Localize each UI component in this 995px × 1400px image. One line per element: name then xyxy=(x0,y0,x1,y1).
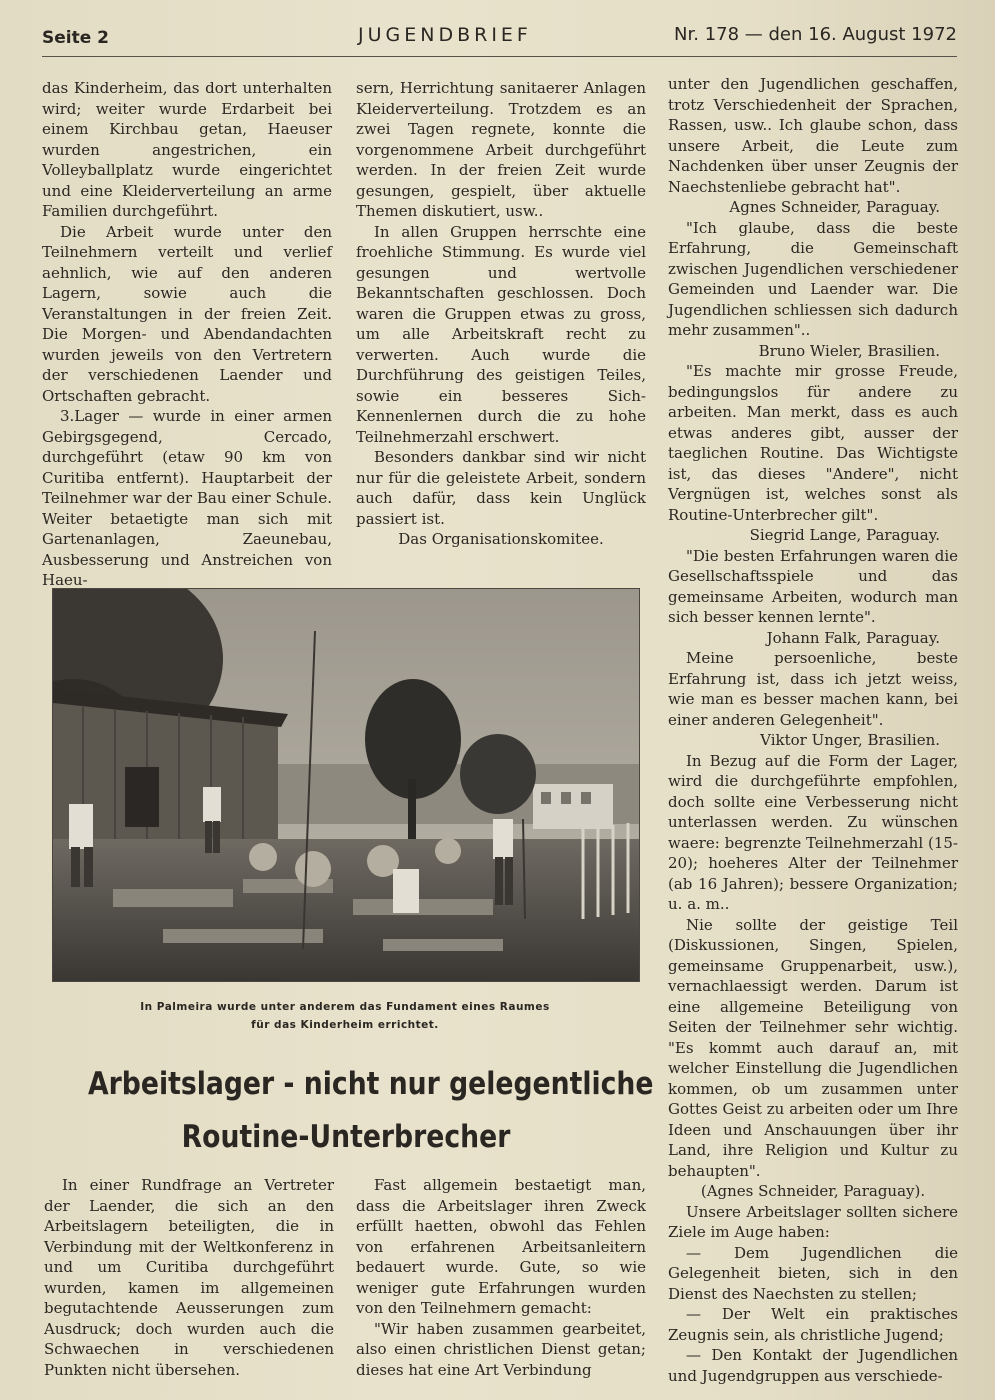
article-headline xyxy=(88,1058,654,1164)
paragraph: unter den Jugendlichen geschaffen, trotz Verschiedenheit der Sprachen, Rassen, usw.. Ich glaube schon, dass unsere Arbeit, die Leute zum Nachdenken über unser Zeugnis der Naechstenliebe gebracht hat". xyxy=(668,75,958,196)
publication-title: JUGENDBRIEF xyxy=(358,24,532,46)
paragraph: "Ich glaube, dass die beste Erfahrung, die Gemeinschaft zwischen Jugendlichen verschiedener Gemeinden und Laender war. Die Jugendlichen schliessen sich dadurch mehr zusammen".. xyxy=(668,218,958,339)
signature: (Agnes Schneider, Paraguay). xyxy=(700,1182,926,1200)
photo-image xyxy=(53,589,639,981)
headline-line: Arbeitslager - nicht nur gelegentliche xyxy=(88,1066,654,1102)
paragraph: 3.Lager — wurde in einer armen Gebirgsgegend, Cercado, durchgeführt (etaw 90 km von Curitiba entfernt). Hauptarbeit der Teilnehmer war der Bau einer Schule. Weiter betaetigte man sich mit Gartenanlagen, Zaeunebau, Ausbesserung und Anstreichen von Haeu- xyxy=(42,407,332,589)
caption-line: für das Kinderheim errichtet. xyxy=(251,1019,439,1031)
header-rule xyxy=(42,56,957,57)
paragraph: Unsere Arbeitslager sollten sichere Ziele im Auge haben: xyxy=(668,1202,958,1241)
paragraph: Fast allgemein bestaetigt man, dass die Arbeitslager ihren Zweck erfüllt haetten, obwohl das Fehlen von erfahrenen Arbeitsanleitern bedauert wurde. Gute, so wie weniger gute Erfahrungen wurden von den Teilnehmern gemacht: xyxy=(356,1176,646,1317)
signature: Siegrid Lange, Paraguay. xyxy=(749,526,940,544)
paragraph: Besonders dankbar sind wir nicht nur für die geleistete Arbeit, sondern auch dafür, dass kein Unglück passiert ist. xyxy=(356,448,646,528)
photo-construction-site xyxy=(52,588,640,982)
paragraph: — Der Welt ein praktisches Zeugnis sein, als christliche Jugend; xyxy=(668,1305,958,1344)
paragraph: — Den Kontakt der Jugendlichen und Jugendgruppen aus verschiede- xyxy=(668,1346,958,1385)
paragraph: sern, Herrichtung sanitaerer Anlagen Kleiderverteilung. Trotzdem es an zwei Tagen regnete, konnte die vorgenommene Arbeit durchgeführt werden. In der freien Zeit wurde gesungen, gespielt, über aktuelle Themen diskutiert, usw.. xyxy=(356,79,646,220)
column-1 xyxy=(42,78,332,591)
signature: Bruno Wieler, Brasilien. xyxy=(758,341,940,360)
signature: Agnes Schneider, Paraguay. xyxy=(729,198,940,216)
photo-caption xyxy=(60,998,630,1034)
issue-date: Nr. 178 — den 16. August 1972 xyxy=(674,24,957,45)
paragraph: In allen Gruppen herrschte eine froehliche Stimmung. Es wurde viel gesungen und wertvolle Bekanntschaften geschlossen. Doch waren die Gruppen etwas zu gross, um alle Arbeitskraft recht zu verwerten. Auch wurde die Durchführung des geistigen Teiles, sowie ein besseres Sich-Kennenlernen durch die zu hohe Teilnehmerzahl erschwert. xyxy=(356,222,646,446)
signature: Johann Falk, Paraguay. xyxy=(766,628,940,647)
paragraph: das Kinderheim, das dort unterhalten wird; weiter wurde Erdarbeit bei einem Kirchbau getan, Haeuser wurden angestrichen, ein Volleyballplatz wurde eingerichtet und eine Kleiderverteilung an arme Familien durchgeführt. xyxy=(42,79,332,220)
paragraph: Meine persoenliche, beste Erfahrung ist, dass ich jetzt weiss, wie man es besser machen kann, bei einer anderen Gelegenheit". xyxy=(668,649,958,729)
signature: Viktor Unger, Brasilien. xyxy=(760,731,940,749)
column-4 xyxy=(44,1175,334,1380)
paragraph: — Dem Jugendlichen die Gelegenheit bieten, sich in den Dienst des Naechsten zu stellen; xyxy=(668,1243,958,1303)
paragraph: "Es machte mir grosse Freude, bedingungslos für andere zu arbeiten. Man merkt, dass es auch etwas anderes gibt, ausser der taeglichen Routine. Das Wichtigste ist, das dieses "Andere", nicht Vergnügen ist, welches sonst als Routine-Unterbrecher gilt". xyxy=(668,362,958,524)
page-header xyxy=(42,22,957,52)
paragraph: In einer Rundfrage an Vertreter der Laender, die sich an den Arbeitslagern beteiligten, die in Verbindung mit der Weltkonferenz in und um Curitiba durchgeführt wurden, kamen im allgemeinen begutachtende Aeusserungen zum Ausdruck; doch wurden auch die Schwaechen in verschiedenen Punkten nicht übersehen. xyxy=(44,1176,334,1379)
paragraph: Nie sollte der geistige Teil (Diskussionen, Singen, Spielen, gemeinsame Gruppenarbeit, usw.), vernachlaessigt werden. Darum ist eine allgemeine Beteiligung von Seiten der Teilnehmer sehr wichtig. "Es kommt auch darauf an, mit welcher Einstellung die Jugendlichen kommen, ob um zusammen unter Gottes Geist zu arbeiten oder um Ihre Ideen und Anschauungen über ihr Land, ihre Religion und Kultur zu behaupten". xyxy=(668,915,958,1180)
paragraph: "Wir haben zusammen gearbeitet, also einen christlichen Dienst getan; dieses hat eine Art Verbindung xyxy=(356,1319,646,1379)
column-2 xyxy=(356,78,646,550)
page-number: Seite 2 xyxy=(42,28,110,48)
paragraph: Die Arbeit wurde unter den Teilnehmern verteilt und verlief aehnlich, wie auf den anderen Lagern, sowie auch die Veranstaltungen in der freien Zeit. Die Morgen- und Abendandachten wurden jeweils von den Vertretern der verschiedenen Laender und Ortschaften gebracht. xyxy=(42,222,332,405)
column-3 xyxy=(668,74,958,1386)
headline-line: Routine-Unterbrecher xyxy=(181,1119,511,1155)
caption-line: In Palmeira wurde unter anderem das Fundament eines Raumes xyxy=(140,1001,550,1013)
paragraph: "Die besten Erfahrungen waren die Gesellschaftsspiele und das gemeinsame Arbeiten, wodurch man sich besser kennen lernte". xyxy=(668,546,958,626)
column-5 xyxy=(356,1175,646,1380)
signature: Das Organisationskomitee. xyxy=(398,530,604,548)
paragraph: In Bezug auf die Form der Lager, wird die durchgeführte empfohlen, doch sollte eine Verbesserung nicht unterlassen werden. Zu wünschen waere: begrenzte Teilnehmerzahl (15-20); hoeheres Alter der Teilnehmer (ab 16 Jahren); bessere Organization; u. a. m.. xyxy=(668,751,958,913)
